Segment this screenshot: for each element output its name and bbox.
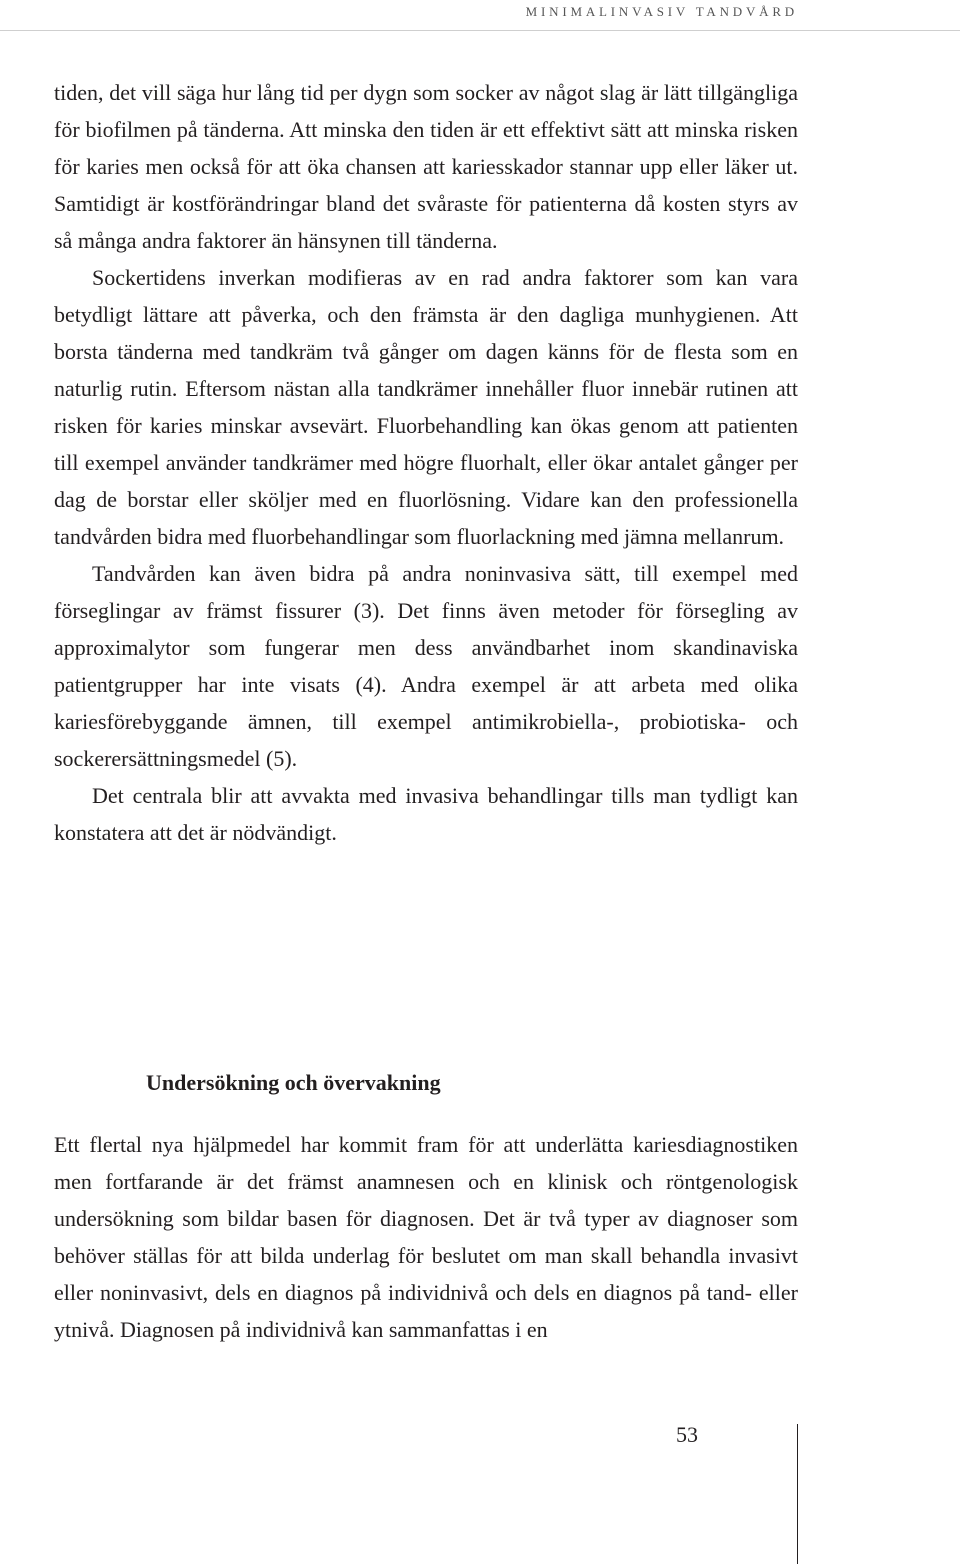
paragraph-3: Tandvården kan även bidra på andra noninvasiva sätt, till exempel med förseglingar av främst fissurer (3). Det finns även metoder för försegling av approximalytor som fungerar men dess användbarhet inom skandinaviska patientgrupper har inte visats (4). Andra exempel är att arbeta med olika kariesförebyggande ämnen, till exempel antimikrobiella-, probiotiska- och sockerersättningsmedel (5).: [54, 561, 798, 771]
section-paragraph-1: Ett flertal nya hjälpmedel har kommit fram för att underlätta kariesdiagnostiken men fortfarande är det främst anamnesen och en klinisk och röntgenologisk undersökning som bildar basen för diagnosen. Det är två typer av diagnoser som behöver ställas för att bilda underlag för beslutet om man skall behandla invasivt eller noninvasivt, dels en diagnos på individnivå och dels en diagnos på tand- eller ytnivå. Diagnosen på individnivå kan sammanfattas i en: [54, 1132, 798, 1342]
running-head-title: MINIMALINVASIV TANDVÅRD: [525, 4, 798, 19]
header-rule: [0, 30, 960, 31]
body-text-block: [54, 74, 798, 851]
page-number: 53: [676, 1422, 698, 1447]
section-text-block: [54, 1126, 798, 1348]
paragraph-2: Sockertidens inverkan modifieras av en rad andra faktorer som kan vara betydligt lättare att påverka, och den främsta är den dagliga munhygienen. Att borsta tänderna med tandkräm två gånger om dagen känns för de flesta som en naturlig rutin. Eftersom nästan alla tandkrämer innehåller fluor innebär rutinen att risken för karies minskar avsevärt. Fluorbehandling kan ökas genom att patienten till exempel använder tandkrämer med högre fluorhalt, eller ökar antalet gånger per dag de borstar eller sköljer med en fluorlösning. Vidare kan den professionella tandvården bidra med fluorbehandlingar som fluorlackning med jämna mellanrum.: [54, 265, 798, 549]
page-number-rule: [797, 1424, 798, 1564]
paragraph-4: Det centrala blir att avvakta med invasiva behandlingar tills man tydligt kan konstatera att det är nödvändigt.: [54, 783, 798, 845]
paragraph-1: tiden, det vill säga hur lång tid per dygn som socker av något slag är lätt tillgängliga för biofilmen på tänderna. Att minska den tiden är ett effektivt sätt att minska risken för karies men också för att öka chansen att kariesskador stannar upp eller läker ut. Samtidigt är kostförändringar bland det svåraste för patienterna då kosten styrs av så många andra faktorer än hänsynen till tänderna.: [54, 80, 798, 253]
section-heading: Undersökning och övervakning: [146, 1070, 441, 1095]
